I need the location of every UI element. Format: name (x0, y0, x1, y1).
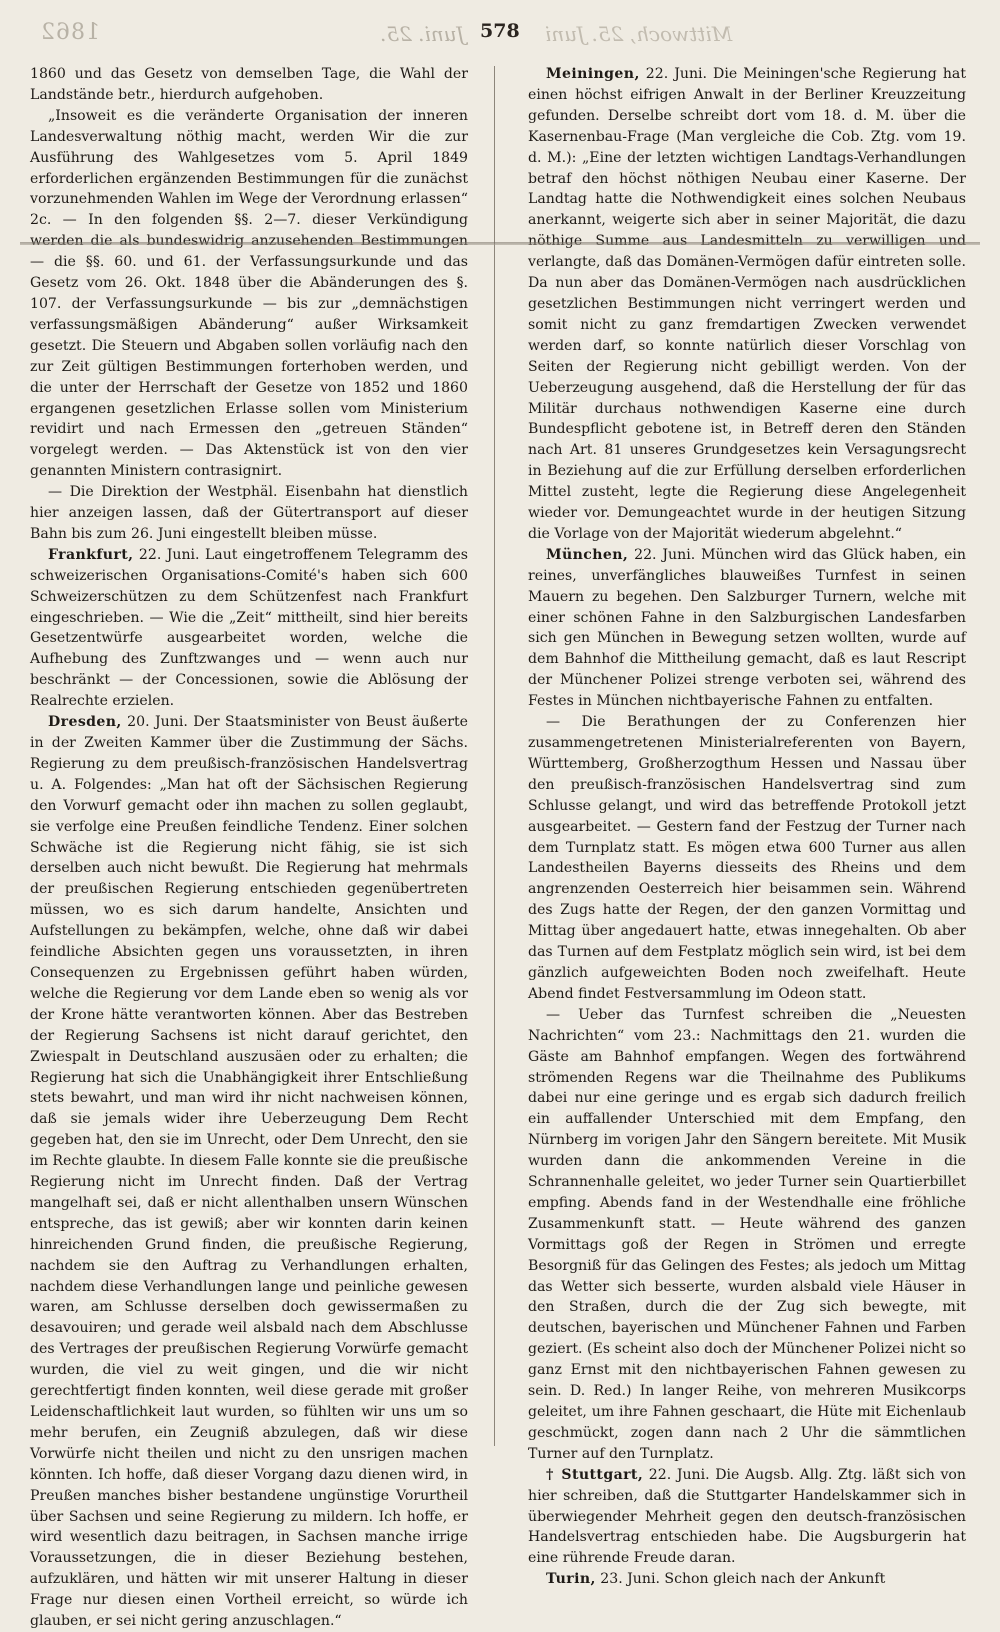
article-text: 22. Juni. München wird das Glück haben, ein reines, unverfängliches blauweißes Turnfest in seinen Mauern zu begehen. Den Salzburger Turnern, welche mit einer schönen Fahne in den Salzburgischen Landesfarben sich gen München in Bewegung setzen wollten, wurde auf dem Bahnhof die Mittheilung gemacht, daß es laut Rescript der Münchener Polizei strenge verboten sei, während des Festes in München nichtbayerische Fahnen zu entfalten. (528, 546, 966, 710)
bleed-through-weekday: Mittwoch, 25. Juni (545, 22, 733, 46)
dateline-place: Frankfurt, (48, 546, 134, 563)
article-text: 23. Juni. Schon gleich nach der Ankunft (595, 1571, 886, 1588)
page-header (40, 18, 960, 54)
article-paragraph (30, 64, 468, 106)
article-text: — Die Berathungen der zu Conferenzen hier zusammengetretenen Ministerialreferenten von Bayern, Württemberg, Großherzogthum Hessen und Nassau über den preußisch-französischen Handelsvertrag sind zum Schlusse gelangt, und wird das betreffende Protokoll jetzt ausgearbeitet. — Gestern fand der Festzug der Turner nach dem Turnplatz statt. Es mögen etwa 600 Turner aus allen Landestheilen Bayerns diesseits des Rheins und dem angrenzenden Oesterreich hier beisammen sein. Während des Zugs hatte der Regen, der den ganzen Vormittag und Mittag über angedauert hatte, etwas innegehalten. Ob aber das Turnen auf dem Festplatz möglich sein wird, ist bei dem gänzlich aufgeweichten Boden noch zweifelhaft. Heute Abend findet Festversammlung im Odeon statt. (528, 714, 966, 1002)
article-paragraph (30, 106, 468, 482)
article-text: „Insoweit es die veränderte Organisation der inneren Landesverwaltung nöthig macht, werden Wir die zur Ausführung des Wahlgesetzes vom 5. April 1849 erforderlichen ergänzenden Bestimmungen für die zunächst vorzunehmenden Wahlen im Wege der Verordnung erlassen“ 2c. — In den folgenden §§. 2—7. dieser Verkündigung — die §§. 60. und 61. der Verfassungsurkunde und das Gesetz vom 26. Okt. 1848 über die Abänderungen des §. 107. der Verfassungsurkunde — bis zur „demnächstigen verfassungsmäßigen Abänderung“ außer Wirksamkeit gesetzt. Die Steuern und Abgaben sollen vorläufig nach den zur Zeit gültigen Bestimmungen forterhoben werden, und die unter der Herrschaft der Gesetze von 1852 und 1860 ergangenen gesetzlichen Erlasse sollen vom Ministerium revidirt und nach Ermessen den „getreuen Ständen“ vorgelegt werden. — Das Aktenstück ist von den vier genannten Ministern contrasignirt. (30, 107, 468, 480)
dated-article (528, 1465, 966, 1570)
dateline-place: † Stuttgart, (546, 1466, 644, 1483)
dated-article (528, 1569, 966, 1590)
dated-article (30, 545, 468, 712)
article-paragraph (528, 1005, 966, 1465)
right-column (528, 64, 966, 1588)
article-text: 22. Juni. Laut eingetroffenem Telegramm des schweizerischen Organisations-Comité's haben sich 600 Schweizerschützen zu dem Schützenfest nach Frankfurt eingeschrieben. — Wie die „Zeit“ mittheilt, sind hier bereits Gesetzentwürfe ausgearbeitet worden, welche die Aufhebung des Zunftzwanges und — wenn auch nur beschränkt — der Concessionen, sowie die Ablösung der Realrechte erzielen. (30, 546, 468, 710)
dateline-place: München, (546, 546, 629, 563)
article-paragraph (528, 712, 966, 1005)
bleed-through-year: 1862 (40, 20, 100, 45)
article-paragraph (30, 482, 468, 545)
left-column (30, 64, 468, 1630)
article-text: 1860 und das Gesetz von demselben Tage, die Wahl der Landstände betr., hierdurch aufgehoben. (30, 66, 468, 103)
article-text: — Ueber das Turnfest schreiben die „Neuesten Nachrichten“ vom 23.: Nachmittags den 21. wurden die Gäste am Bahnhof empfangen. Wegen des fortwährend strömenden Regens war die Theilnahme des Publikums dabei nur eine geringe und es ergab sich dadurch freilich ein auffallender Unterschied mit dem Empfang, den Nürnberg im vorigen Jahr den Sängern bereitete. Mit Musik wurden dann die ankommenden Vereine in die Schrannenhalle geleitet, wo jeder Turner sein Quartierbillet empfing. Abends fand in der Westendhalle eine fröhliche Zusammenkunft statt. — Heute während des ganzen Vormittags goß der Regen in Strömen und erregte Besorgniß für das Gelingen des Festes; als jedoch um Mittag das Wetter sich besserte, wurden alsbald viele Häuser in den Straßen, durch die der Zug sich bewegte, mit deutschen, bayerischen und Münchener Fahnen und Farben geziert. (Es scheint also doch der Münchener Polizei nicht so ganz Ernst mit den nichtbayerischen Fahnen gewesen zu sein. D. Red.) In langer Reihe, von mehreren Musikcorps geleitet, um ihre Fahnen geschaart, die Hüte mit Eichenlaub geschmückt, zogen dann nach 2 Uhr die sämmtlichen Turner auf den Turnplatz. (528, 1006, 966, 1462)
bleed-through-date: Juni. 25. (380, 22, 465, 46)
article-text: 20. Juni. Der Staatsminister von Beust äußerte in der Zweiten Kammer über die Zustimmung der Sächs. Regierung zu dem preußisch-französischen Handelsvertrag u. A. Folgendes: „Man hat oft der Sächsischen Regierung den Vorwurf gemacht oder ihn machen zu sollen geglaubt, sie verfolge eine Preußen feindliche Tendenz. Einer solchen Schwäche ist die Regierung nicht fähig, sie ist sich derselben auch nicht bewußt. Die Regierung hat mehrmals der preußischen Regierung entschieden gegenübertreten müssen, wo es sich darum handelte, Ansichten und Aufstellungen zu bekämpfen, welche, ohne daß wir dabei feindliche Absichten gegen uns voraussetzten, in ihren Consequenzen zu Ergebnissen geführt haben würden, welche die Regierung vor dem Lande eben so wenig als vor der Krone hätte verantworten können. Aber das Bestreben der Regierung Sachsens ist nicht darauf gerichtet, den Zwiespalt in Deutschland auszusäen oder zu erhalten; die Regierung hat sich die Unabhängigkeit ihrer Entschließung stets bewahrt, und man wird ihr nicht nachweisen können, daß sie jemals wider ihre Ueberzeugung Dem Recht gegeben hat, den sie im Unrecht, oder Dem Unrecht, den sie im Rechte glaubte. In diesem Falle konnte sie die preußische Regierung nicht im Unrecht finden. Daß der Vertrag mangelhaft sei, daß er nicht allenthalben unsern Wünschen entspreche, das ist gewiß; aber wir konnten darin keinen hinreichenden Grund finden, die preußische Regierung, nachdem sie den Auftrag zu Verhandlungen erhalten, nachdem diese Verhandlungen lange und peinliche gewesen waren, am Schlusse derselben doch gewissermaßen zu desavouiren; und gerade weil alsbald nach dem Abschlusse des Vertrages der preußischen Regierung Vorwürfe gemacht wurden, die viel zu weit gingen, und die wir nicht gerechtfertigt finden konnten, weil diese gerade mit großer Leidenschaftlichkeit laut wurden, so fühlten wir uns um so mehr berufen, ein Zeugniß abzulegen, daß wir diese Vorwürfe nicht theilen und nicht zu den unsrigen machen könnten. Ich hoffe, daß dieser Vorgang dazu dienen wird, in Preußen manches bisher bestandene ungünstige Vorurtheil über Sachsen und seine Regierung zu mildern. Ich hoffe, er wird wesentlich dazu beitragen, in Sachsen manche irrige Voraussetzungen, die in dieser Beziehung bestehen, aufzuklären, und hätten wir mit unserer Haltung in dieser Frage nur diesen einen Vortheil erreicht, so würde ich glauben, er sei nicht gering anzuschlagen.“ (30, 714, 468, 1630)
paper-fold-line (20, 242, 980, 245)
dateline-place: Dresden, (48, 714, 122, 731)
article-text: — Die Direktion der Westphäl. Eisenbahn hat dienstlich hier anzeigen lassen, daß der Gütertransport auf dieser Bahn bis zum 26. Juni eingestellt bleiben müsse. (30, 484, 468, 542)
article-text: 22. Juni. Die Augsb. Allg. Ztg. läßt sich von hier schreiben, daß die Stuttgarter Handelskammer sich in überwiegender Mehrheit gegen den deutsch-französischen Handelsvertrag entschieden habe. Die Augsburgerin hat eine rührende Freude daran. (528, 1466, 966, 1567)
dateline-place: Turin, (546, 1571, 596, 1588)
page-number: 578 (480, 20, 520, 42)
dateline-place: Meiningen, (546, 66, 640, 82)
article-text: 22. Juni. Die Meiningen'sche Regierung hat einen höchst eifrigen Anwalt in der Berliner Kreuzzeitung gefunden. Derselbe schreibt dort vom 18. d. M. über die Kasernenbau-Frage (Man vergleiche die Cob. Ztg. vom 19. d. M.): „Eine der letzten wichtigen Landtags-Verhandlungen betraf den höchst nöthigen Neubau einer Kaserne. Der Landtag hatte die Nothwendigkeit eines solchen Neubaus anerkannt, weigerte sich aber in seiner Majorität, die dazu verlangte, daß das Domänen-Vermögen dafür eintreten solle. Da nun aber das Domänen-Vermögen nach ausdrücklichen gesetzlichen Bestimmungen nicht verringert werden und somit nicht zu ganz fremdartigen Zwecken verwendet werden darf, so konnte natürlich dieser Vorschlag von Seiten der Regierung nicht gebilligt werden. Von der Ueberzeugung ausgehend, daß die Herstellung der für das Militär durchaus nothwendigen Kaserne eine durch Bundespflicht gebotene ist, in Betreff deren den Ständen nach Art. 81 unseres Grundgesetzes kein Versagungsrecht in Beziehung auf die zur Erfüllung derselben erforderlichen Mittel zusteht, legte die Regierung diese Angelegenheit wieder vor. Demungeachtet wurde in der heutigen Sitzung die Vorlage von der Majorität wiederum abgelehnt.“ (528, 66, 966, 542)
dated-article (30, 712, 468, 1632)
column-divider (494, 66, 495, 1446)
dated-article (528, 64, 966, 545)
dated-article (528, 545, 966, 712)
